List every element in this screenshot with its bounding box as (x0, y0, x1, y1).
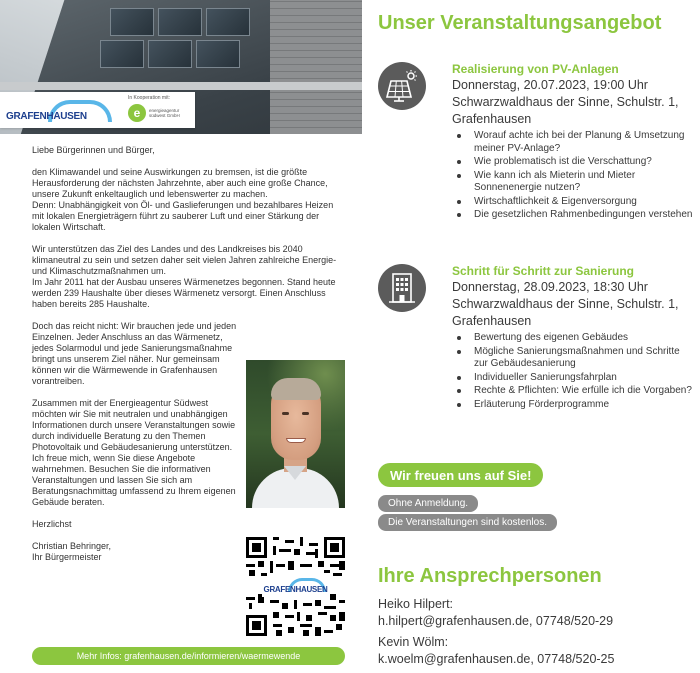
event-pv-date: Donnerstag, 20.07.2023, 19:00 Uhr (452, 78, 648, 92)
welcome-badge: Wir freuen uns auf Sie! (378, 463, 543, 487)
signature-role: Ihr Bürgermeister (32, 552, 102, 562)
events-title: Unser Veranstaltungsangebot (378, 12, 662, 34)
list-item: Worauf achte ich bei der Planung & Umsetzung meiner PV-Anlage? (452, 130, 696, 155)
list-item: Die gesetzlichen Rahmenbedingungen verstehen (452, 209, 696, 222)
letter-greeting: Liebe Bürgerinnen und Bürger, (32, 145, 155, 155)
energieagentur-name: energieagentur südwest GmbH (149, 108, 180, 118)
event-renovation-location: Schwarzwaldhaus der Sinne, Schulstr. 1, Grafenhausen (452, 297, 679, 328)
contact-name: Heiko Hilpert: (378, 597, 454, 611)
event-renovation-topics (452, 332, 696, 411)
logo-wordmark: GRAFENHAUSEN (6, 111, 87, 122)
letter-paragraph: Ich freue mich, wenn Sie diese Angebote wahrnehmen. Besuchen Sie die informativen Veranstaltungen und lassen Sie sich am Beratungsnachmittag umfassend zu Ihrem eigenen Gebäude beraten. (32, 453, 236, 507)
list-item: Rechte & Pflichten: Wie erfülle ich die Vorgaben? (452, 385, 696, 398)
energieagentur-logo (128, 104, 183, 122)
qr-code[interactable] (246, 537, 345, 636)
qr-center-logo (262, 577, 329, 597)
event-renovation-body (452, 264, 696, 412)
list-item: Wirtschaftlichkeit & Eigenversorgung (452, 196, 696, 209)
signature-name: Christian Behringer, (32, 541, 112, 551)
event-renovation-title: Schritt für Schritt zur Sanierung (452, 264, 635, 278)
hero-brick-wall (270, 0, 362, 134)
no-registration-badge: Ohne Anmeldung. (378, 495, 478, 512)
letter-closing: Herzlichst (32, 519, 72, 529)
event-pv-body (452, 62, 696, 223)
energieagentur-e-icon: e (128, 104, 146, 122)
event-renovation-date: Donnerstag, 28.09.2023, 18:30 Uhr (452, 280, 648, 294)
list-item: Wie problematisch ist die Verschattung? (452, 156, 696, 169)
solar-panel (206, 8, 250, 36)
event-pv-topics (452, 130, 696, 222)
contact-details[interactable]: k.woelm@grafenhausen.de, 07748/520-25 (378, 652, 615, 666)
list-item: Individueller Sanierungsfahrplan (452, 372, 696, 385)
letter-paragraph: Wir unterstützen das Ziel des Landes und des Landkreises bis 2040 klimaneutral zu sein und setzen daher seit vielen Jahren zahlreiche Energie- und Klimaschutzmaßnahmen um. (32, 244, 337, 276)
letter-paragraph: den Klimawandel und seine Auswirkungen zu bremsen, ist die größte Herausforderung der nächsten Jahrzehnte, aber auch eine große Chance, unsere Zukunft enkeltauglich und lebenswerter zu machen. (32, 167, 328, 199)
list-item: Wie kann ich als Mieterin und Mieter Sonnenenergie nutzen? (452, 170, 696, 195)
list-item: Bewertung des eigenen Gebäudes (452, 332, 696, 345)
hero-photo-solar-roof (0, 0, 362, 134)
portrait-hair (271, 378, 321, 400)
solar-panel (196, 40, 240, 68)
letter-paragraph: Zusammen mit der Energieagentur Südwest möchten wir Sie mit neutralen und unabhängigen Informationen durch unsere Veranstaltungen sowie durch individuelle Beratung zu den Themen Photovoltaik und Gebäudesanierung unterstützen. (32, 398, 236, 452)
event-pv-location: Schwarzwaldhaus der Sinne, Schulstr. 1, Grafenhausen (452, 95, 679, 126)
solar-panel (148, 40, 192, 68)
qr-logo-wordmark: GRAFENHAUSEN (263, 585, 328, 594)
letter-paragraph: Im Jahr 2011 hat der Ausbau unseres Wärmenetzes begonnen. Stand heute werden 239 Haushalte über dieses Wärmenetz versorgt. Einen Anschluss haben bereits 285 Haushalte. (32, 277, 336, 309)
contacts-title: Ihre Ansprechpersonen (378, 565, 602, 587)
cooperation-label: In Kooperation mit: (128, 95, 170, 101)
logo-strip (0, 92, 195, 128)
contact-details[interactable]: h.hilpert@grafenhausen.de, 07748/520-29 (378, 614, 614, 628)
free-events-badge: Die Veranstaltungen sind kostenlos. (378, 514, 557, 531)
solar-panel (158, 8, 202, 36)
letter-paragraph: Doch das reicht nicht: Wir brauchen jede und jeden Einzelnen. Jeder Anschluss an das Wärmenetz, jedes Solarmodul und jede Sanierungsmaßnahme bringt uns unserem Ziel näher. Nur gemeinsam können wir die Wärmewende in Grafenhausen vorantreiben. (32, 321, 237, 386)
solar-panel (110, 8, 154, 36)
letter-paragraph: Denn: Unabhängigkeit von Öl- und Gaslieferungen und bezahlbares Heizen mit lokalen Energieträgern führt zu sauberer Luft und einer Stärkung der lokalen Wirtschaft. (32, 200, 334, 232)
list-item: Erläuterung Förderprogramme (452, 399, 696, 412)
contact-name: Kevin Wölm: (378, 635, 449, 649)
solar-panel (100, 40, 144, 68)
grafenhausen-logo (4, 100, 116, 124)
contact-hilpert (378, 596, 613, 630)
mayor-portrait (246, 360, 345, 508)
more-info-link[interactable]: Mehr Infos: grafenhausen.de/informieren/waermewende (32, 647, 345, 665)
hero-gutter (0, 82, 362, 90)
list-item: Mögliche Sanierungsmaßnahmen und Schritte zur Gebäudesanierung (452, 346, 696, 371)
contact-woelm (378, 634, 614, 668)
event-pv-title: Realisierung von PV-Anlagen (452, 62, 619, 76)
